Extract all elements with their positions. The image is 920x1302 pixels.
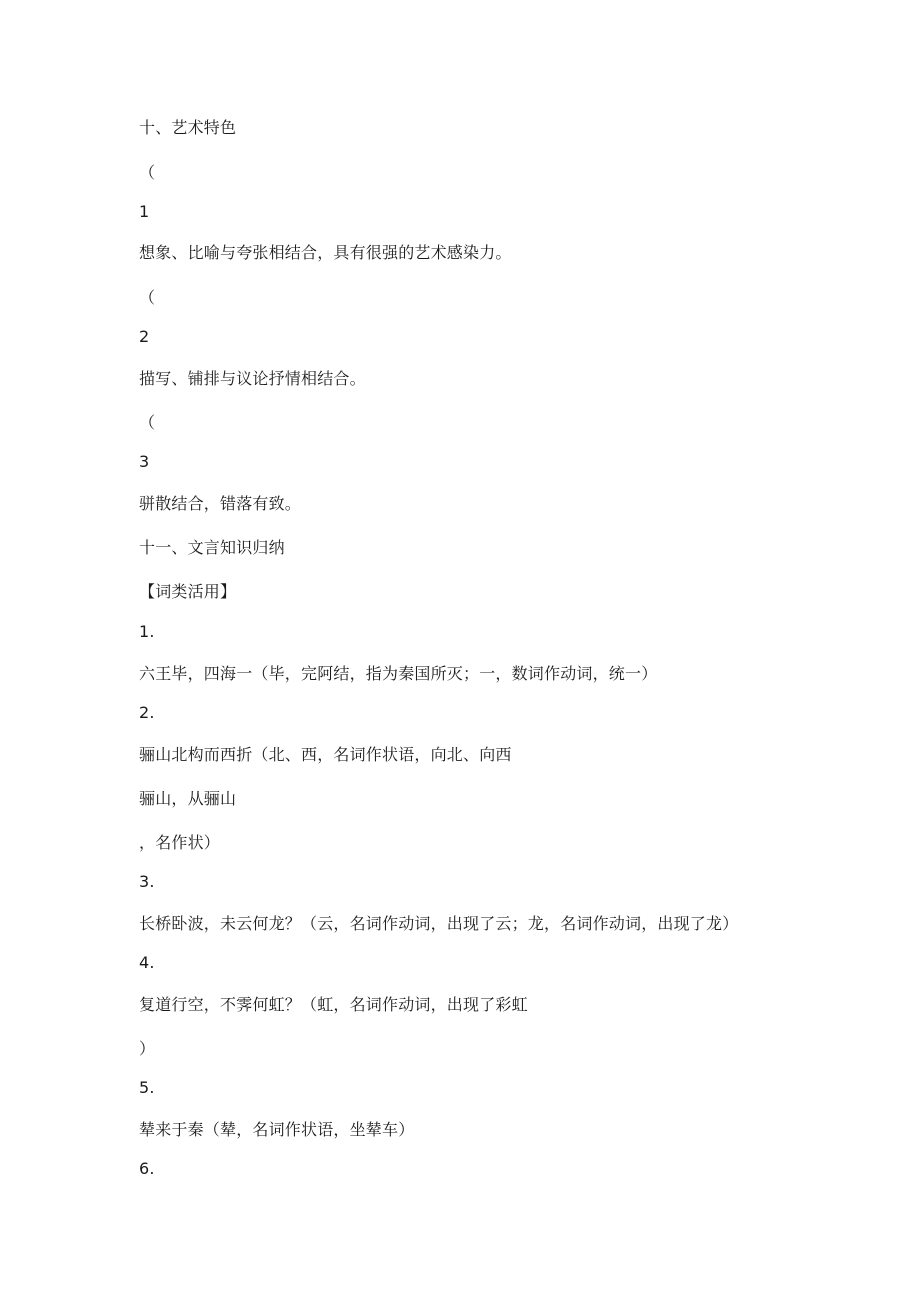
section-heading-art-features: 十、艺术特色 xyxy=(139,118,237,137)
item-number: 1. xyxy=(139,622,155,641)
item-number: 5. xyxy=(139,1078,155,1097)
paren-marker: （ xyxy=(139,288,156,307)
item-number: 3. xyxy=(139,872,155,891)
item-number: 4. xyxy=(139,953,155,972)
paragraph: 复道行空，不霁何虹？（虹，名词作动词，出现了彩虹 xyxy=(139,995,528,1014)
paragraph: 六王毕，四海一（毕，完阿结，指为秦国所灭；一，数词作动词，统一） xyxy=(139,664,658,683)
paragraph: ，名作状） xyxy=(139,833,221,852)
paragraph: 长桥卧波，未云何龙？（云，名词作动词，出现了云；龙，名词作动词，出现了龙） xyxy=(139,914,739,933)
item-number: 3 xyxy=(139,452,150,471)
paragraph: 骈散结合，错落有致。 xyxy=(139,494,302,513)
item-number: 6. xyxy=(139,1159,155,1178)
paragraph: 骊山，从骊山 xyxy=(139,789,237,808)
paragraph: 辇来于秦（辇，名词作状语，坐辇车） xyxy=(139,1120,415,1139)
paragraph: ） xyxy=(139,1039,156,1058)
paren-marker: （ xyxy=(139,163,156,182)
paragraph: 描写、铺排与议论抒情相结合。 xyxy=(139,369,366,388)
item-number: 2 xyxy=(139,327,150,346)
paren-marker: （ xyxy=(139,413,156,432)
subsection-heading: 【词类活用】 xyxy=(139,582,237,601)
paragraph: 想象、比喻与夸张相结合，具有很强的艺术感染力。 xyxy=(139,243,512,262)
section-heading-classical-knowledge: 十一、文言知识归纳 xyxy=(139,538,285,557)
paragraph: 骊山北构而西折（北、西，名词作状语，向北、向西 xyxy=(139,745,512,764)
item-number: 1 xyxy=(139,202,150,221)
item-number: 2. xyxy=(139,703,155,722)
